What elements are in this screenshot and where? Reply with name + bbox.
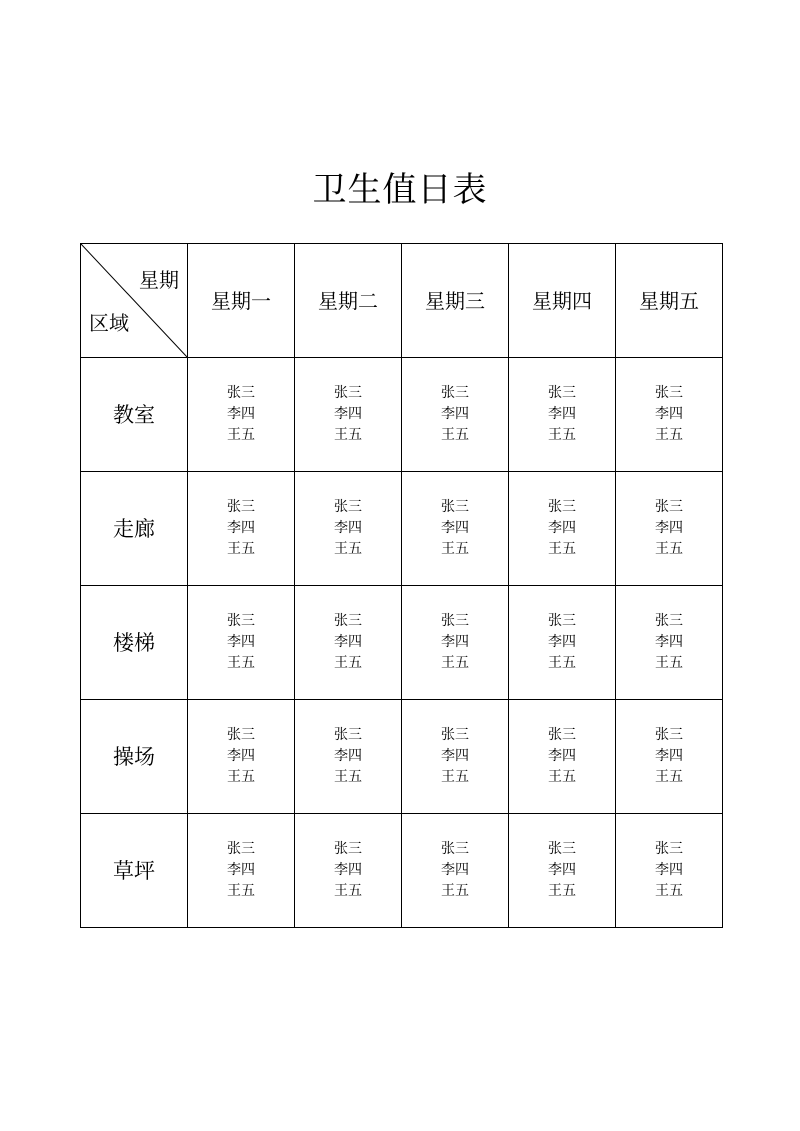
- corner-label-weekday: 星期: [139, 268, 179, 292]
- student-name: 张三: [655, 841, 683, 857]
- duty-cell: [188, 358, 295, 472]
- corner-label-area: 区域: [89, 311, 129, 335]
- student-name: 王五: [548, 655, 576, 671]
- student-name: 李四: [548, 862, 576, 878]
- student-name: 张三: [655, 727, 683, 743]
- student-name: 王五: [548, 883, 576, 899]
- student-name: 王五: [227, 769, 255, 785]
- student-name: 李四: [441, 862, 469, 878]
- student-name: 王五: [655, 427, 683, 443]
- student-name: 李四: [227, 748, 255, 764]
- day-header-friday: 星期五: [616, 244, 723, 358]
- duty-roster-table: [80, 243, 723, 928]
- student-name: 李四: [334, 406, 362, 422]
- duty-cell: [188, 700, 295, 814]
- student-name: 张三: [441, 613, 469, 629]
- student-name: 张三: [334, 613, 362, 629]
- student-name: 王五: [548, 769, 576, 785]
- student-name: 李四: [655, 862, 683, 878]
- area-name-cell: 草坪: [81, 814, 188, 928]
- duty-cell: [188, 472, 295, 586]
- area-name-cell: 教室: [81, 358, 188, 472]
- duty-cell: [295, 814, 402, 928]
- area-row: [81, 358, 723, 472]
- student-name: 张三: [441, 727, 469, 743]
- student-name: 李四: [655, 748, 683, 764]
- student-name: 王五: [334, 883, 362, 899]
- area-row: [81, 472, 723, 586]
- student-name: 李四: [334, 748, 362, 764]
- student-name: 张三: [227, 385, 255, 401]
- student-name: 王五: [227, 541, 255, 557]
- student-name: 王五: [227, 655, 255, 671]
- student-name: 李四: [334, 634, 362, 650]
- student-name: 张三: [227, 613, 255, 629]
- duty-cell: [402, 586, 509, 700]
- student-name: 王五: [334, 541, 362, 557]
- student-name: 李四: [655, 406, 683, 422]
- student-name: 张三: [227, 841, 255, 857]
- duty-cell: [188, 814, 295, 928]
- day-header-wednesday: 星期三: [402, 244, 509, 358]
- area-name-cell: 操场: [81, 700, 188, 814]
- page-title: 卫生值日表: [312, 170, 488, 210]
- student-name: 张三: [441, 499, 469, 515]
- student-name: 李四: [548, 406, 576, 422]
- day-header-thursday: 星期四: [509, 244, 616, 358]
- student-name: 张三: [441, 841, 469, 857]
- header-row: [81, 244, 723, 358]
- student-name: 李四: [548, 634, 576, 650]
- diagonal-divider: [81, 244, 187, 357]
- day-header-tuesday: 星期二: [295, 244, 402, 358]
- duty-cell: [188, 586, 295, 700]
- duty-cell: [295, 472, 402, 586]
- student-name: 李四: [227, 406, 255, 422]
- student-name: 张三: [548, 385, 576, 401]
- area-name-cell: 走廊: [81, 472, 188, 586]
- student-name: 王五: [655, 655, 683, 671]
- area-row: [81, 700, 723, 814]
- student-name: 王五: [441, 769, 469, 785]
- student-name: 王五: [334, 769, 362, 785]
- student-name: 王五: [441, 655, 469, 671]
- student-name: 王五: [655, 769, 683, 785]
- duty-cell: [616, 814, 723, 928]
- student-name: 李四: [655, 520, 683, 536]
- student-name: 李四: [548, 748, 576, 764]
- student-name: 王五: [227, 427, 255, 443]
- duty-cell: [402, 814, 509, 928]
- duty-cell: [509, 358, 616, 472]
- student-name: 王五: [334, 427, 362, 443]
- student-name: 李四: [655, 634, 683, 650]
- duty-cell: [295, 358, 402, 472]
- student-name: 李四: [227, 862, 255, 878]
- student-name: 张三: [548, 841, 576, 857]
- student-name: 李四: [227, 520, 255, 536]
- duty-cell: [616, 700, 723, 814]
- duty-cell: [402, 358, 509, 472]
- duty-cell: [295, 700, 402, 814]
- duty-cell: [402, 700, 509, 814]
- student-name: 王五: [441, 883, 469, 899]
- student-name: 张三: [548, 613, 576, 629]
- student-name: 张三: [655, 499, 683, 515]
- student-name: 李四: [227, 634, 255, 650]
- student-name: 王五: [334, 655, 362, 671]
- student-name: 张三: [227, 727, 255, 743]
- student-name: 张三: [548, 499, 576, 515]
- duty-cell: [509, 472, 616, 586]
- duty-cell: [402, 472, 509, 586]
- student-name: 张三: [548, 727, 576, 743]
- student-name: 李四: [441, 520, 469, 536]
- area-row: [81, 586, 723, 700]
- student-name: 王五: [548, 427, 576, 443]
- student-name: 王五: [227, 883, 255, 899]
- duty-cell: [616, 358, 723, 472]
- student-name: 李四: [548, 520, 576, 536]
- student-name: 张三: [441, 385, 469, 401]
- student-name: 张三: [334, 499, 362, 515]
- student-name: 李四: [334, 862, 362, 878]
- student-name: 李四: [441, 406, 469, 422]
- student-name: 李四: [441, 634, 469, 650]
- day-header-monday: 星期一: [188, 244, 295, 358]
- duty-cell: [616, 472, 723, 586]
- duty-cell: [509, 814, 616, 928]
- area-row: [81, 814, 723, 928]
- student-name: 王五: [655, 541, 683, 557]
- student-name: 张三: [655, 613, 683, 629]
- student-name: 李四: [334, 520, 362, 536]
- student-name: 王五: [548, 541, 576, 557]
- corner-header-cell: [81, 244, 188, 358]
- duty-cell: [509, 700, 616, 814]
- duty-cell: [509, 586, 616, 700]
- student-name: 王五: [441, 427, 469, 443]
- student-name: 张三: [334, 727, 362, 743]
- duty-cell: [295, 586, 402, 700]
- student-name: 李四: [441, 748, 469, 764]
- student-name: 张三: [334, 841, 362, 857]
- duty-cell: [616, 586, 723, 700]
- student-name: 张三: [334, 385, 362, 401]
- student-name: 张三: [227, 499, 255, 515]
- student-name: 张三: [655, 385, 683, 401]
- student-name: 王五: [655, 883, 683, 899]
- area-name-cell: 楼梯: [81, 586, 188, 700]
- student-name: 王五: [441, 541, 469, 557]
